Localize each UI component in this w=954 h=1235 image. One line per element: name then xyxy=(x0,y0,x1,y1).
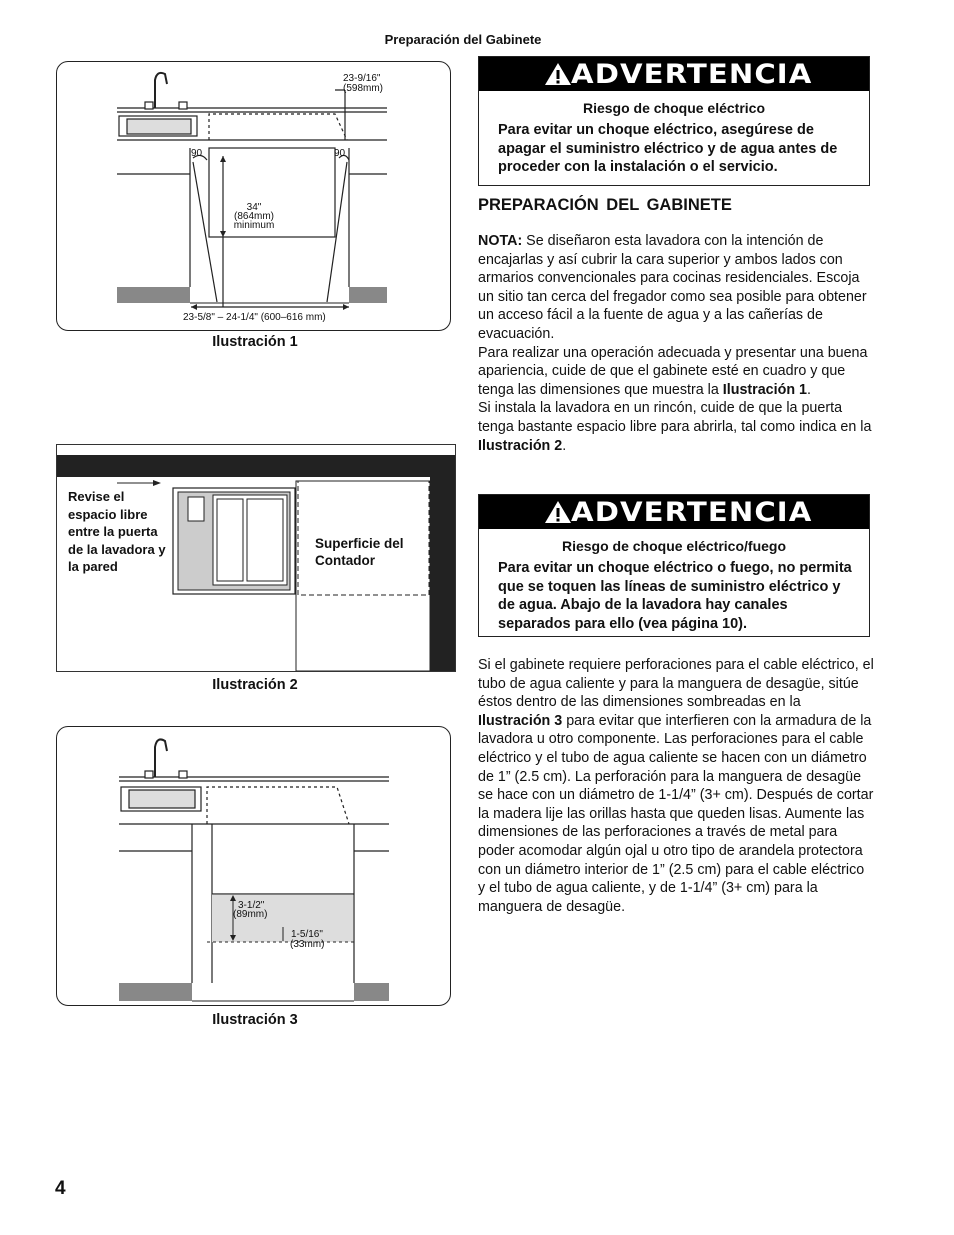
warning-title: ADVERTENCIA xyxy=(571,496,813,528)
perforation-zone-drawing xyxy=(57,727,450,1005)
note-paragraph xyxy=(478,232,874,344)
warning-header xyxy=(479,57,869,91)
fig1-width-top: 23-9/16" xyxy=(343,73,381,84)
p3-text: Si instala la lavadora en un rincón, cuide de que la puerta tenga bastante espacio libre para abrirla, tal como indica en la xyxy=(478,400,872,435)
fig1-height-note: minimum xyxy=(233,220,275,231)
fig1-height-mm: (864mm) xyxy=(233,211,274,222)
fig1-angle-right: 90 xyxy=(334,148,346,159)
page-number: 4 xyxy=(55,1178,66,1199)
fig1-width-bottom: 23-5/8" – 24-1/4" (600–616 mm) xyxy=(183,312,326,323)
illustration-1 xyxy=(56,61,451,331)
p2-ref: Ilustración 1 xyxy=(722,381,807,398)
fig3-height-in: 3-1/2" xyxy=(238,900,265,911)
p3-ref: Ilustración 2 xyxy=(478,437,563,454)
warning-box-electric-fire xyxy=(478,494,870,637)
counter-surface-label: Superficie del Contador xyxy=(315,536,404,568)
perforations-text-1: Si el gabinete requiere perforaciones para el cable eléctrico, el tubo de agua caliente y para la manguera de desagüe, sitúe éstos dentro de las dimensiones sombreadas en la xyxy=(478,657,874,711)
perforations-ref: Ilustración 3 xyxy=(478,712,563,729)
warning-subtitle: Riesgo de choque eléctrico xyxy=(582,100,766,116)
perforations-text-2: para evitar que interfieren con la armadura de la lavadora u otro componente. Las perforaciones para el cable eléctrico y el tubo de agua caliente se hacen con un diámetro de 1” (2.5 cm). La perforación para la manguera de desagüe se hace con un diámetro de 1-1/4” (3+ cm). Después de cortar la madera lije las orillas hasta que queden lisas. Aumente las dimensiones de las perforaciones a través de metal para poder acomodar algún ojal u otro tipo de arandela protectora con un diámetro interior de 1” (2.5 cm) para el cable eléctrico y el tubo de agua caliente, y de 1-1/4” (3+ cm) para la manguera de desagüe. xyxy=(478,712,874,915)
figure-1-caption: Ilustración 1 xyxy=(212,334,298,350)
fig3-width-mm: (33mm) xyxy=(290,939,325,950)
note-text: Se diseñaron esta lavadora con la intención de encajarlas y así cubrir la cara superior y ambos lados con armarios convencionales para cocinas residenciales. Escoja un sitio tan cerca del fregador como sea posible para obtener un acceso fácil a la fuente de agua y a las cañerías de evacuación. xyxy=(478,233,867,342)
warning-subtitle: Riesgo de choque eléctrico/fuego xyxy=(561,538,787,554)
fig3-width-in: 1-5/16" xyxy=(291,929,323,940)
illustration-3 xyxy=(56,726,451,1006)
fig1-angle-left: 90 xyxy=(191,148,203,159)
section-body xyxy=(478,232,874,455)
warning-triangle-icon xyxy=(544,62,572,86)
warning-header xyxy=(479,495,869,529)
paragraph-3 xyxy=(478,399,874,455)
fig1-height-in: 34" xyxy=(246,202,262,213)
p2-text: Para realizar una operación adecuada y presentar una buena apariencia, cuide de que el gabinete esté en cuadro y que tenga las dimensiones que muestra la xyxy=(478,344,868,398)
p3-end: . xyxy=(562,437,567,454)
warning-body: Para evitar un choque eléctrico o fuego, no permita que se toquen las líneas de suministro eléctrico y de agua. Abajo de la lavadora hay canales separados para ello (vea página 10). xyxy=(498,560,852,632)
warning-title: ADVERTENCIA xyxy=(571,58,813,90)
figure-3-caption: Ilustración 3 xyxy=(212,1012,298,1028)
warning-triangle-icon xyxy=(544,500,572,524)
section-title: PREPARACIÓN DEL GABINETE xyxy=(478,196,732,214)
page-header: Preparación del Gabinete xyxy=(384,32,542,47)
paragraph-2 xyxy=(478,344,874,400)
figure-2-caption: Ilustración 2 xyxy=(212,677,298,693)
fig3-height-mm: (89mm) xyxy=(233,909,268,920)
note-label: NOTA: xyxy=(478,233,523,249)
illustration-2 xyxy=(56,444,456,672)
warning-body: Para evitar un choque eléctrico, asegúrese de apagar el suministro eléctrico y de agua antes de proceder con la instalación o el servicio. xyxy=(498,122,838,175)
warning-box-electric xyxy=(478,56,870,186)
cabinet-opening-drawing xyxy=(57,62,450,330)
p2-end: . xyxy=(807,381,811,398)
fig1-width-top-mm: (598mm) xyxy=(343,83,384,94)
perforations-paragraph xyxy=(478,656,874,916)
door-clearance-label: Revise el espacio libre entre la puerta de la lavadora y la pared xyxy=(68,489,166,574)
